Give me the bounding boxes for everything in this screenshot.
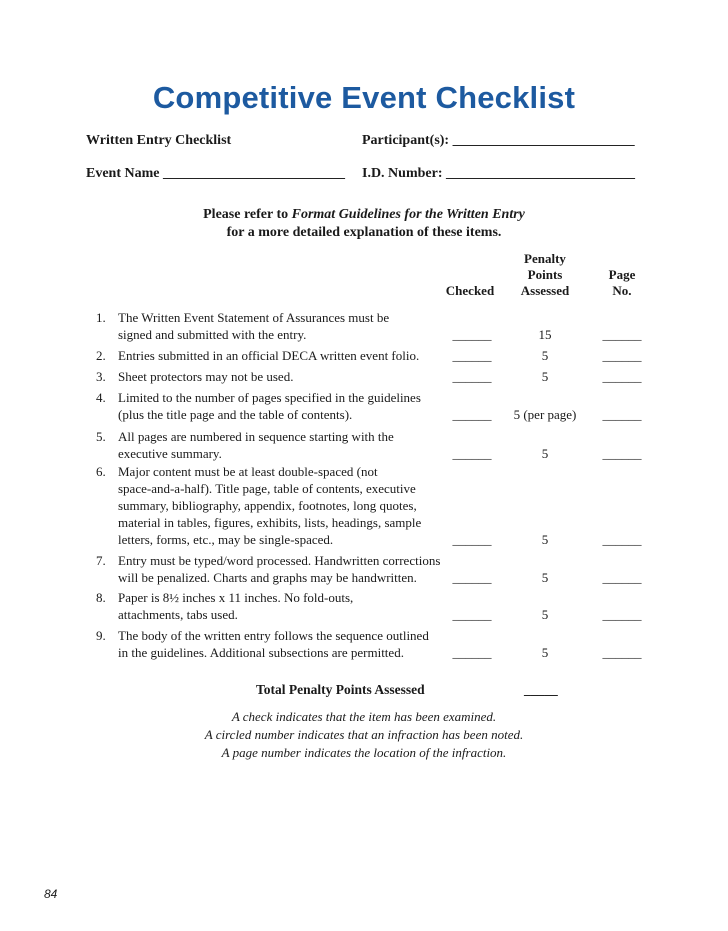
item-penalty-points: 5 xyxy=(541,645,549,660)
item-text-line: material in tables, figures, exhibits, lists, headings, sample xyxy=(118,515,422,530)
item-text-line: signed and submitted with the entry. xyxy=(118,327,307,342)
item-penalty-points: 5 xyxy=(541,607,549,622)
item-page-blank: ______ xyxy=(602,446,642,461)
item-page-blank: ______ xyxy=(602,645,642,660)
item-number: 9. xyxy=(96,628,106,643)
item-penalty-points: 15 xyxy=(538,327,552,342)
item-penalty-points: 5 (per page) xyxy=(513,407,577,422)
item-page-blank: ______ xyxy=(602,369,642,384)
item-checked-blank: ______ xyxy=(452,570,492,585)
item-checked-blank: ______ xyxy=(452,327,492,342)
column-page-line-1: Page xyxy=(608,267,636,282)
item-number: 1. xyxy=(96,310,106,325)
item-text-line: All pages are numbered in sequence starting with the xyxy=(118,429,394,444)
item-text-line: Limited to the number of pages specified in the guidelines xyxy=(118,390,421,405)
reference-line-1 xyxy=(0,206,728,224)
item-text-line: Major content must be at least double-spaced (not xyxy=(118,464,378,479)
item-page-blank: ______ xyxy=(602,607,642,622)
column-penalty-line-2: Points xyxy=(527,267,563,282)
item-number: 8. xyxy=(96,590,106,605)
legend-note: A circled number indicates that an infraction has been noted. xyxy=(204,727,524,742)
item-text-line: The body of the written entry follows the sequence outlined xyxy=(118,628,429,643)
item-checked-blank: ______ xyxy=(452,407,492,422)
item-penalty-points: 5 xyxy=(541,532,549,547)
reference-guide-title: Format Guidelines for the Written Entry xyxy=(291,207,525,222)
legend-note: A page number indicates the location of the infraction. xyxy=(221,745,507,760)
event-name-field: Event Name __________________________ xyxy=(86,166,345,181)
item-text-line: attachments, tabs used. xyxy=(118,607,238,622)
item-checked-blank: ______ xyxy=(452,446,492,461)
item-text-line: The Written Event Statement of Assurances must be xyxy=(118,310,390,325)
item-text xyxy=(118,627,448,661)
item-checked-blank: ______ xyxy=(452,369,492,384)
item-page-blank: ______ xyxy=(602,348,642,363)
item-page-blank: ______ xyxy=(602,327,642,342)
column-penalty-points xyxy=(508,251,582,299)
item-checked-blank: ______ xyxy=(452,645,492,660)
id-number-field: I.D. Number: ___________________________ xyxy=(362,166,635,181)
item-penalty-points: 5 xyxy=(541,570,549,585)
legend-note: A check indicates that the item has been examined. xyxy=(231,709,497,724)
item-text-line: will be penalized. Charts and graphs may be handwritten. xyxy=(118,570,417,585)
item-number: 4. xyxy=(96,390,106,405)
item-text-line: space-and-a-half). Title page, table of contents, executive xyxy=(118,481,416,496)
item-text-line: (plus the title page and the table of contents). xyxy=(118,407,353,422)
column-checked: Checked xyxy=(445,283,495,298)
item-text-line: Sheet protectors may not be used. xyxy=(118,369,294,384)
page-number: 84 xyxy=(44,887,58,901)
item-page-blank: ______ xyxy=(602,532,642,547)
item-checked-blank: ______ xyxy=(452,348,492,363)
item-checked-blank: ______ xyxy=(452,607,492,622)
item-number: 6. xyxy=(96,464,106,479)
item-number: 7. xyxy=(96,553,106,568)
item-number: 3. xyxy=(96,369,106,384)
column-penalty-line-1: Penalty xyxy=(524,251,566,266)
item-penalty-points: 5 xyxy=(541,348,549,363)
item-text xyxy=(118,428,448,462)
column-penalty-line-3: Assessed xyxy=(520,283,570,298)
item-text-line: executive summary. xyxy=(118,446,222,461)
reference-prefix: Please refer to xyxy=(203,207,292,222)
item-checked-blank: ______ xyxy=(452,532,492,547)
item-penalty-points: 5 xyxy=(541,446,549,461)
item-text-line: summary, bibliography, appendix, footnotes, long quotes, xyxy=(118,498,417,513)
item-text-line: letters, forms, etc., may be single-spaced. xyxy=(118,532,334,547)
written-entry-label: Written Entry Checklist xyxy=(86,133,232,148)
reference-line-2: for a more detailed explanation of these items. xyxy=(226,225,502,240)
item-text xyxy=(118,309,448,343)
participants-field: Participant(s): __________________________ xyxy=(362,133,635,148)
page-title: Competitive Event Checklist xyxy=(152,80,576,115)
item-page-blank: ______ xyxy=(602,407,642,422)
item-text xyxy=(118,368,448,385)
item-text xyxy=(118,589,448,623)
item-text-line: Entries submitted in an official DECA written event folio. xyxy=(118,348,420,363)
legend-notes xyxy=(0,708,728,762)
column-page-no xyxy=(592,267,652,299)
total-penalty-label: Total Penalty Points Assessed xyxy=(256,682,425,697)
item-text-line: in the guidelines. Additional subsections are permitted. xyxy=(118,645,404,660)
item-number: 5. xyxy=(96,429,106,444)
total-penalty-blank: _____ xyxy=(524,682,558,697)
item-text xyxy=(118,389,448,423)
item-penalty-points: 5 xyxy=(541,369,549,384)
item-text xyxy=(118,463,448,548)
column-page-line-2: No. xyxy=(612,283,632,298)
item-page-blank: ______ xyxy=(602,570,642,585)
item-number: 2. xyxy=(96,348,106,363)
item-text-line: Paper is 8½ inches x 11 inches. No fold-outs, xyxy=(118,590,354,605)
item-text xyxy=(118,347,448,364)
item-text xyxy=(118,552,448,586)
item-text-line: Entry must be typed/word processed. Handwritten corrections xyxy=(118,553,441,568)
